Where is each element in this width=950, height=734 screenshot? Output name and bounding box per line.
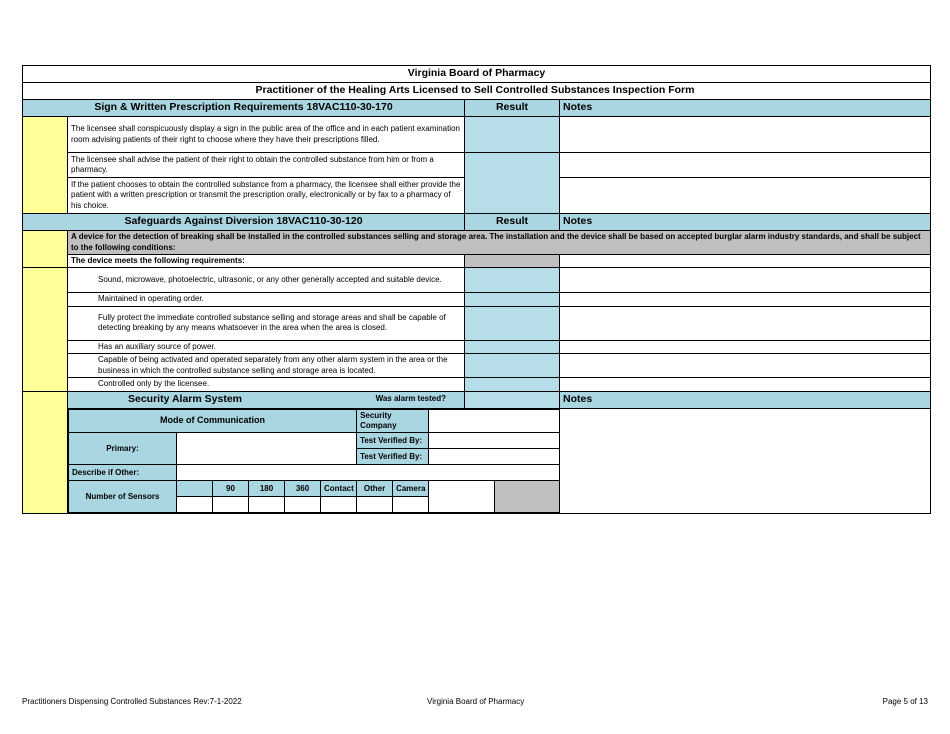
sensors-label: Number of Sensors — [69, 481, 177, 513]
notes-cell[interactable] — [560, 293, 931, 306]
table-row — [23, 117, 931, 153]
result-cell — [465, 255, 560, 268]
notes-header: Notes — [560, 391, 931, 408]
notes-header: Notes — [560, 100, 931, 117]
mode-row — [69, 409, 560, 433]
describe-field[interactable] — [177, 465, 560, 481]
sensor-value[interactable] — [321, 497, 357, 513]
result-cell[interactable] — [465, 378, 560, 391]
sensor-value[interactable] — [357, 497, 393, 513]
requirements-label: The device meets the following requirements: — [68, 255, 465, 268]
test-verified-field-1[interactable] — [429, 433, 560, 449]
mode-label: Mode of Communication — [69, 409, 357, 433]
sensor-col-contact: Contact — [321, 481, 357, 497]
sensor-spacer — [429, 481, 495, 513]
result-cell[interactable] — [465, 293, 560, 306]
test-verified-label-2: Test Verified By: — [357, 449, 429, 465]
notes-cell[interactable] — [560, 255, 931, 268]
table-row — [23, 340, 931, 353]
notes-cell[interactable] — [560, 378, 931, 391]
describe-row — [69, 465, 560, 481]
requirement-text: The licensee shall advise the patient of their right to obtain the controlled substance from him or from a pharmacy. — [68, 153, 465, 178]
alarm-tested-label: Was alarm tested? — [375, 394, 446, 404]
sensor-col-other: Other — [357, 481, 393, 497]
sensor-col-camera: Camera — [393, 481, 429, 497]
check-cell[interactable] — [23, 391, 68, 514]
sensor-gray-cell — [495, 481, 560, 513]
result-cell[interactable] — [465, 153, 560, 214]
notes-cell[interactable] — [560, 354, 931, 378]
sensor-value[interactable] — [249, 497, 285, 513]
table-row — [23, 153, 931, 178]
section-title-safeguards: Safeguards Against Diversion 18VAC110-30-120 — [23, 214, 465, 231]
requirement-text: Capable of being activated and operated separately from any other alarm system in the area or the business in which the controlled substance selling and storage area is located. — [68, 354, 465, 378]
table-row — [23, 268, 931, 293]
check-cell[interactable] — [23, 268, 68, 391]
footer-center: Virginia Board of Pharmacy — [427, 697, 525, 706]
result-cell[interactable] — [465, 306, 560, 340]
requirement-text: Has an auxiliary source of power. — [68, 340, 465, 353]
footer-left: Practitioners Dispensing Controlled Substances Rev:7-1-2022 — [22, 697, 242, 706]
form-subtitle-row — [23, 83, 931, 100]
result-cell[interactable] — [465, 340, 560, 353]
security-company-label: Security Company — [357, 409, 429, 433]
table-row — [23, 378, 931, 391]
alarm-notes-cell[interactable] — [560, 408, 931, 514]
table-row — [23, 306, 931, 340]
notes-cell[interactable] — [560, 340, 931, 353]
result-cell[interactable] — [465, 268, 560, 293]
inspection-form — [22, 65, 930, 514]
alarm-title-cell — [68, 391, 465, 408]
notes-cell[interactable] — [560, 153, 931, 178]
sensor-value[interactable] — [213, 497, 249, 513]
result-header: Result — [465, 214, 560, 231]
form-subtitle: Practitioner of the Healing Arts Licensed to Sell Controlled Substances Inspection Form — [23, 83, 931, 100]
sensor-header-row — [69, 481, 560, 497]
notes-cell[interactable] — [560, 268, 931, 293]
sensor-value[interactable] — [285, 497, 321, 513]
check-cell[interactable] — [23, 117, 68, 214]
alarm-header-row — [23, 391, 931, 408]
table-row — [23, 231, 931, 255]
requirement-text: If the patient chooses to obtain the controlled substance from a pharmacy, the licensee shall either provide the patient with a written prescription or transmit the prescription orally, electronically or by fax to a pharmacy of his choice. — [68, 178, 465, 214]
notes-cell[interactable] — [560, 117, 931, 153]
sensor-col-90: 90 — [213, 481, 249, 497]
test-verified-label-1: Test Verified By: — [357, 433, 429, 449]
alarm-tested-result[interactable] — [465, 391, 560, 408]
sensor-value[interactable] — [177, 497, 213, 513]
table-row — [23, 255, 931, 268]
sensor-value[interactable] — [393, 497, 429, 513]
safeguard-intro: A device for the detection of breaking shall be installed in the controlled substances selling and storage area. The installation and the device shall be based on accepted burglar alarm industry standards, and shall be subject to the following conditions: — [68, 231, 931, 255]
primary-row — [69, 433, 560, 449]
notes-cell[interactable] — [560, 178, 931, 214]
section-title-sign: Sign & Written Prescription Requirements 18VAC110-30-170 — [23, 100, 465, 117]
security-company-field[interactable] — [429, 409, 560, 433]
check-cell[interactable] — [23, 231, 68, 268]
section-header-sign — [23, 100, 931, 117]
section-header-safeguards — [23, 214, 931, 231]
result-cell[interactable] — [465, 117, 560, 153]
requirement-text: Controlled only by the licensee. — [68, 378, 465, 391]
alarm-details — [68, 408, 560, 514]
table-row — [23, 293, 931, 306]
table-row — [23, 354, 931, 378]
test-verified-field-2[interactable] — [429, 449, 560, 465]
requirement-text: Fully protect the immediate controlled substance selling and storage areas and shall be capable of detecting breaking by any means whatsoever in the area when the area is closed. — [68, 306, 465, 340]
primary-label: Primary: — [69, 433, 177, 465]
requirement-text: The licensee shall conspicuously display a sign in the public area of the office and in each patient examination room advising patients of their right to choose where they have their prescriptions filled. — [68, 117, 465, 153]
requirement-text: Sound, microwave, photoelectric, ultrasonic, or any other generally accepted and suitable device. — [68, 268, 465, 293]
primary-field[interactable] — [177, 433, 357, 465]
result-header: Result — [465, 100, 560, 117]
footer-right: Page 5 of 13 — [882, 697, 928, 706]
describe-label: Describe if Other: — [69, 465, 177, 481]
sensor-col-180: 180 — [249, 481, 285, 497]
sensor-spacer — [177, 481, 213, 497]
form-title: Virginia Board of Pharmacy — [23, 66, 931, 83]
form-title-row — [23, 66, 931, 83]
requirement-text: Maintained in operating order. — [68, 293, 465, 306]
notes-cell[interactable] — [560, 306, 931, 340]
alarm-title: Security Alarm System — [128, 392, 242, 405]
result-cell[interactable] — [465, 354, 560, 378]
notes-header: Notes — [560, 214, 931, 231]
alarm-details-row — [23, 408, 931, 514]
sensor-col-360: 360 — [285, 481, 321, 497]
